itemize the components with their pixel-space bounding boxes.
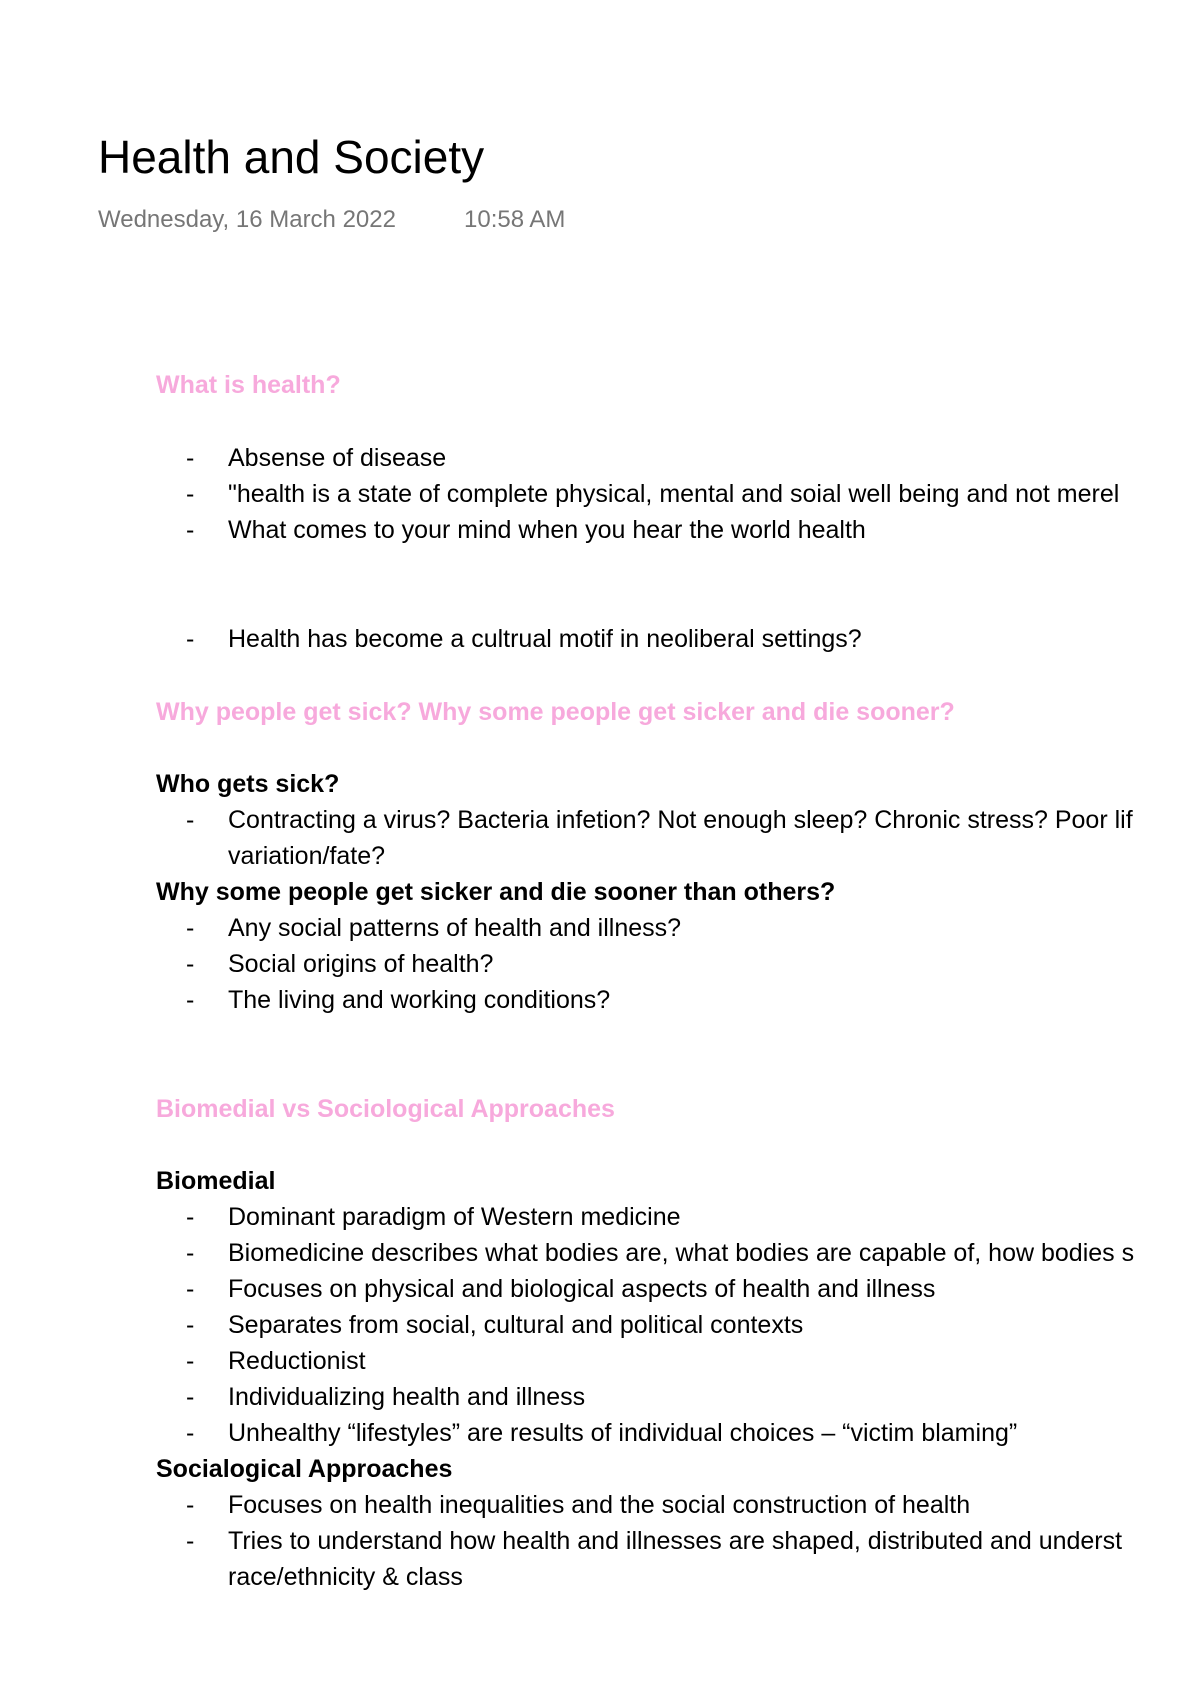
bullet-marker: - bbox=[186, 444, 195, 472]
subheading-biomedial: Biomedial bbox=[156, 1167, 276, 1195]
bullet-marker: - bbox=[186, 806, 195, 834]
bullet-item: Social origins of health? bbox=[228, 950, 494, 978]
bullet-item: Tries to understand how health and illnesses are shaped, distributed and underst bbox=[228, 1527, 1123, 1555]
bullet-marker: - bbox=[186, 625, 195, 653]
bullet-marker: - bbox=[186, 950, 195, 978]
bullet-item: Individualizing health and illness bbox=[228, 1383, 586, 1411]
bullet-marker: - bbox=[186, 516, 195, 544]
bullet-item: Reductionist bbox=[228, 1347, 366, 1375]
page-time: 10:58 AM bbox=[464, 206, 566, 233]
bullet-marker: - bbox=[186, 1383, 195, 1411]
heading-approaches: Biomedial vs Sociological Approaches bbox=[156, 1095, 615, 1123]
bullet-item-continued: variation/fate? bbox=[228, 842, 386, 870]
subheading-sociological: Socialogical Approaches bbox=[156, 1455, 453, 1483]
page-title[interactable]: Health and Society bbox=[98, 131, 485, 183]
subheading-who-gets-sick: Who gets sick? bbox=[156, 770, 340, 798]
bullet-marker: - bbox=[186, 986, 195, 1014]
bullet-item: Unhealthy “lifestyles” are results of individual choices – “victim blaming” bbox=[228, 1419, 1018, 1447]
bullet-item: "health is a state of complete physical, mental and soial well being and not merel bbox=[228, 480, 1120, 508]
bullet-item: Focuses on physical and biological aspects of health and illness bbox=[228, 1275, 936, 1303]
bullet-item: Biomedicine describes what bodies are, what bodies are capable of, how bodies s bbox=[228, 1239, 1135, 1267]
page-date: Wednesday, 16 March 2022 bbox=[98, 206, 396, 233]
heading-why-sick: Why people get sick? Why some people get sicker and die sooner? bbox=[156, 698, 955, 726]
bullet-item: What comes to your mind when you hear the world health bbox=[228, 516, 866, 544]
bullet-marker: - bbox=[186, 1311, 195, 1339]
bullet-marker: - bbox=[186, 914, 195, 942]
bullet-marker: - bbox=[186, 480, 195, 508]
bullet-item: Dominant paradigm of Western medicine bbox=[228, 1203, 681, 1231]
bullet-item: Separates from social, cultural and political contexts bbox=[228, 1311, 804, 1339]
bullet-marker: - bbox=[186, 1347, 195, 1375]
bullet-item: Focuses on health inequalities and the social construction of health bbox=[228, 1491, 971, 1519]
bullet-item: Health has become a cultrual motif in neoliberal settings? bbox=[228, 625, 862, 653]
bullet-marker: - bbox=[186, 1239, 195, 1267]
bullet-marker: - bbox=[186, 1275, 195, 1303]
heading-what-is-health: What is health? bbox=[156, 371, 341, 399]
bullet-marker: - bbox=[186, 1203, 195, 1231]
bullet-marker: - bbox=[186, 1419, 195, 1447]
bullet-item: Contracting a virus? Bacteria infetion? Not enough sleep? Chronic stress? Poor lif bbox=[228, 806, 1133, 834]
bullet-item: Any social patterns of health and illness? bbox=[228, 914, 682, 942]
subheading-why-sicker: Why some people get sicker and die sooner than others? bbox=[156, 878, 836, 906]
bullet-item-continued: race/ethnicity & class bbox=[228, 1563, 463, 1591]
bullet-item: Absense of disease bbox=[228, 444, 447, 472]
bullet-marker: - bbox=[186, 1527, 195, 1555]
bullet-marker: - bbox=[186, 1491, 195, 1519]
bullet-item: The living and working conditions? bbox=[228, 986, 611, 1014]
